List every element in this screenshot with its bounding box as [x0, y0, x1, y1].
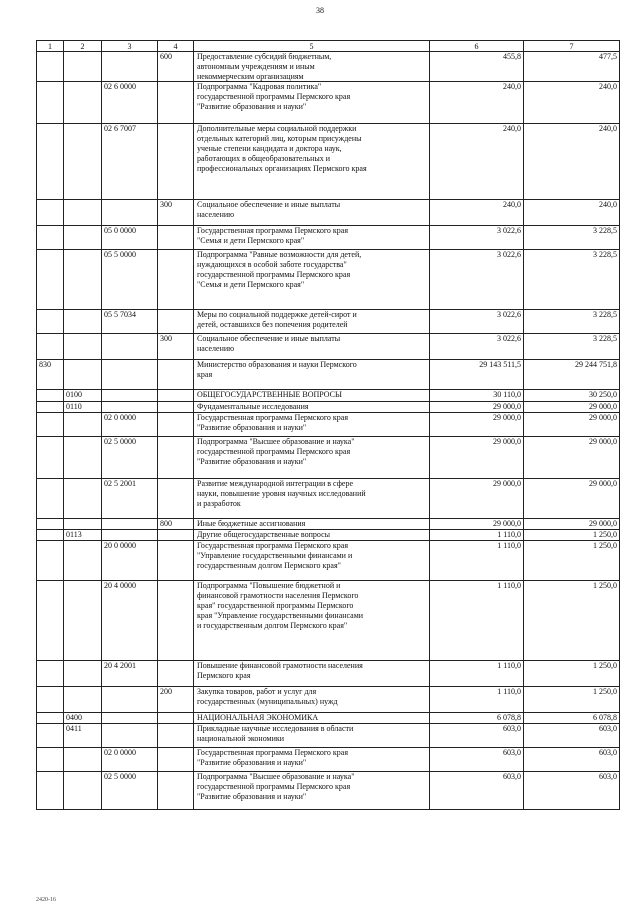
- cell-3: 02 5 0000: [102, 437, 158, 479]
- cell-2: [64, 334, 102, 360]
- cell-2: [64, 748, 102, 772]
- table-row: [36, 390, 620, 402]
- cell-6: 603,0: [430, 772, 524, 810]
- cell-3: 20 0 0000: [102, 541, 158, 581]
- table-row: [36, 437, 620, 479]
- page-number: 38: [316, 6, 324, 15]
- cell-3: 20 4 2001: [102, 661, 158, 687]
- cell-5: Прикладные научные исследования в области национальной экономики: [194, 724, 430, 748]
- cell-4: [158, 310, 194, 334]
- cell-7: 29 000,0: [524, 519, 620, 530]
- cell-5: Министерство образования и науки Пермского края: [194, 360, 430, 390]
- cell-2: 0113: [64, 530, 102, 541]
- cell-3: [102, 713, 158, 724]
- cell-7: 30 250,0: [524, 390, 620, 402]
- header-cell-5: 5: [194, 40, 430, 52]
- cell-5: Закупка товаров, работ и услуг для государственных (муниципальных) нужд: [194, 687, 430, 713]
- cell-6: 455,8: [430, 52, 524, 82]
- cell-2: [64, 519, 102, 530]
- cell-1: [36, 226, 64, 250]
- table-row: [36, 334, 620, 360]
- cell-4: [158, 661, 194, 687]
- cell-4: 600: [158, 52, 194, 82]
- cell-5: Государственная программа Пермского края "Развитие образования и науки": [194, 413, 430, 437]
- table-row: [36, 713, 620, 724]
- cell-6: 3 022,6: [430, 226, 524, 250]
- cell-4: 300: [158, 200, 194, 226]
- cell-1: [36, 530, 64, 541]
- table-row: [36, 479, 620, 519]
- cell-4: [158, 360, 194, 390]
- cell-6: 6 078,8: [430, 713, 524, 724]
- cell-5: Подпрограмма "Высшее образование и наука" государственной программы Пермского края "Развитие образования и науки": [194, 437, 430, 479]
- cell-5: Предоставление субсидий бюджетным, автономным учреждениям и иным некоммерческим организациям: [194, 52, 430, 82]
- cell-1: [36, 748, 64, 772]
- cell-3: 05 0 0000: [102, 226, 158, 250]
- cell-5: Развитие международной интеграции в сфере науки, повышение уровня научных исследований и разработок: [194, 479, 430, 519]
- cell-1: [36, 772, 64, 810]
- cell-6: 240,0: [430, 124, 524, 200]
- cell-1: [36, 310, 64, 334]
- cell-4: [158, 402, 194, 413]
- cell-2: [64, 310, 102, 334]
- cell-3: 02 5 2001: [102, 479, 158, 519]
- table-row: [36, 581, 620, 661]
- cell-3: 02 5 0000: [102, 772, 158, 810]
- cell-7: 6 078,8: [524, 713, 620, 724]
- cell-1: [36, 661, 64, 687]
- cell-3: 05 5 7034: [102, 310, 158, 334]
- cell-3: [102, 687, 158, 713]
- header-cell-7: 7: [524, 40, 620, 52]
- cell-3: [102, 390, 158, 402]
- cell-2: 0110: [64, 402, 102, 413]
- cell-5: Иные бюджетные ассигнования: [194, 519, 430, 530]
- cell-6: 3 022,6: [430, 250, 524, 310]
- cell-5: Подпрограмма "Повышение бюджетной и финансовой грамотности населения Пермского края" государственной программы Пермского края "Управление государственными финансами и государственным долгом Пермского края": [194, 581, 430, 661]
- cell-1: [36, 437, 64, 479]
- table-row: [36, 226, 620, 250]
- cell-6: 1 110,0: [430, 687, 524, 713]
- cell-1: [36, 479, 64, 519]
- cell-4: [158, 390, 194, 402]
- table-row: [36, 530, 620, 541]
- cell-2: 0400: [64, 713, 102, 724]
- cell-3: [102, 402, 158, 413]
- cell-6: 1 110,0: [430, 530, 524, 541]
- cell-4: [158, 530, 194, 541]
- budget-table: [36, 40, 620, 810]
- cell-3: [102, 519, 158, 530]
- cell-2: [64, 52, 102, 82]
- cell-7: 1 250,0: [524, 541, 620, 581]
- cell-6: 29 000,0: [430, 437, 524, 479]
- header-cell-2: 2: [64, 40, 102, 52]
- cell-6: 29 000,0: [430, 413, 524, 437]
- table-row: [36, 310, 620, 334]
- cell-7: 240,0: [524, 200, 620, 226]
- cell-5: Социальное обеспечение и иные выплаты населению: [194, 334, 430, 360]
- table-row: [36, 360, 620, 390]
- table-row: [36, 250, 620, 310]
- cell-1: [36, 541, 64, 581]
- table-row: [36, 519, 620, 530]
- cell-2: [64, 124, 102, 200]
- cell-2: [64, 82, 102, 124]
- table-row: [36, 52, 620, 82]
- cell-4: [158, 748, 194, 772]
- cell-5: Фундаментальные исследования: [194, 402, 430, 413]
- cell-6: 240,0: [430, 82, 524, 124]
- cell-5: Подпрограмма "Кадровая политика" государственной программы Пермского края "Развитие образования и науки": [194, 82, 430, 124]
- cell-7: 29 000,0: [524, 437, 620, 479]
- cell-6: 240,0: [430, 200, 524, 226]
- header-cell-4: 4: [158, 40, 194, 52]
- cell-4: [158, 541, 194, 581]
- cell-4: [158, 724, 194, 748]
- cell-4: [158, 437, 194, 479]
- cell-4: [158, 479, 194, 519]
- cell-6: 29 143 511,5: [430, 360, 524, 390]
- cell-5: Государственная программа Пермского края "Управление государственными финансами и государственным долгом Пермского края": [194, 541, 430, 581]
- table-body: [36, 52, 620, 810]
- cell-1: [36, 52, 64, 82]
- header-cell-6: 6: [430, 40, 524, 52]
- cell-6: 1 110,0: [430, 661, 524, 687]
- table-row: [36, 402, 620, 413]
- cell-7: 1 250,0: [524, 687, 620, 713]
- cell-6: 1 110,0: [430, 541, 524, 581]
- cell-5: НАЦИОНАЛЬНАЯ ЭКОНОМИКА: [194, 713, 430, 724]
- cell-7: 477,5: [524, 52, 620, 82]
- cell-3: 02 6 0000: [102, 82, 158, 124]
- table-row: [36, 772, 620, 810]
- cell-7: 603,0: [524, 724, 620, 748]
- cell-5: Подпрограмма "Равные возможности для детей, нуждающихся в особой заботе государства" государственной программы Пермского края "Семья и дети Пермского края": [194, 250, 430, 310]
- cell-1: [36, 124, 64, 200]
- cell-4: 800: [158, 519, 194, 530]
- cell-5: ОБЩЕГОСУДАРСТВЕННЫЕ ВОПРОСЫ: [194, 390, 430, 402]
- cell-6: 3 022,6: [430, 310, 524, 334]
- cell-2: [64, 250, 102, 310]
- cell-1: [36, 200, 64, 226]
- cell-2: [64, 687, 102, 713]
- cell-6: 29 000,0: [430, 519, 524, 530]
- header-cell-1: 1: [36, 40, 64, 52]
- cell-3: 05 5 0000: [102, 250, 158, 310]
- cell-6: 603,0: [430, 724, 524, 748]
- cell-1: [36, 581, 64, 661]
- cell-2: [64, 226, 102, 250]
- cell-7: 603,0: [524, 748, 620, 772]
- cell-1: [36, 390, 64, 402]
- cell-1: [36, 724, 64, 748]
- cell-1: [36, 687, 64, 713]
- cell-7: 1 250,0: [524, 530, 620, 541]
- cell-3: 20 4 0000: [102, 581, 158, 661]
- table-row: [36, 748, 620, 772]
- cell-7: 29 244 751,8: [524, 360, 620, 390]
- table-row: [36, 124, 620, 200]
- cell-2: [64, 360, 102, 390]
- cell-5: Социальное обеспечение и иные выплаты населению: [194, 200, 430, 226]
- cell-2: [64, 581, 102, 661]
- cell-2: 0411: [64, 724, 102, 748]
- cell-3: [102, 530, 158, 541]
- cell-1: [36, 519, 64, 530]
- cell-1: [36, 250, 64, 310]
- cell-6: 29 000,0: [430, 402, 524, 413]
- table-row: [36, 200, 620, 226]
- cell-4: 200: [158, 687, 194, 713]
- footer-code: 2420-16: [36, 897, 56, 903]
- cell-5: Повышение финансовой грамотности населения Пермского края: [194, 661, 430, 687]
- cell-5: Меры по социальной поддержке детей-сирот и детей, оставшихся без попечения родителей: [194, 310, 430, 334]
- cell-2: [64, 437, 102, 479]
- cell-1: 830: [36, 360, 64, 390]
- header-cell-3: 3: [102, 40, 158, 52]
- table-row: [36, 82, 620, 124]
- cell-1: [36, 82, 64, 124]
- cell-7: 603,0: [524, 772, 620, 810]
- cell-3: [102, 360, 158, 390]
- cell-4: [158, 226, 194, 250]
- cell-7: 3 228,5: [524, 226, 620, 250]
- cell-4: [158, 413, 194, 437]
- table-row: [36, 541, 620, 581]
- cell-3: [102, 200, 158, 226]
- cell-7: 1 250,0: [524, 661, 620, 687]
- cell-2: [64, 772, 102, 810]
- cell-4: [158, 82, 194, 124]
- cell-3: [102, 334, 158, 360]
- cell-6: 3 022,6: [430, 334, 524, 360]
- cell-3: 02 6 7007: [102, 124, 158, 200]
- cell-1: [36, 413, 64, 437]
- cell-6: 30 110,0: [430, 390, 524, 402]
- cell-4: [158, 581, 194, 661]
- cell-7: 3 228,5: [524, 334, 620, 360]
- cell-7: 29 000,0: [524, 402, 620, 413]
- cell-4: [158, 713, 194, 724]
- cell-3: 02 0 0000: [102, 748, 158, 772]
- table-header-row: [36, 40, 620, 52]
- cell-5: Дополнительные меры социальной поддержки отдельных категорий лиц, которым присуждены ученые степени кандидата и доктора наук, работающих в общеобразовательных и профессиональных организациях Пермского края: [194, 124, 430, 200]
- cell-5: Государственная программа Пермского края "Развитие образования и науки": [194, 748, 430, 772]
- cell-1: [36, 334, 64, 360]
- cell-1: [36, 402, 64, 413]
- cell-4: 300: [158, 334, 194, 360]
- cell-5: Подпрограмма "Высшее образование и наука" государственной программы Пермского края "Развитие образования и науки": [194, 772, 430, 810]
- cell-2: [64, 661, 102, 687]
- cell-7: 240,0: [524, 124, 620, 200]
- cell-7: 29 000,0: [524, 479, 620, 519]
- cell-1: [36, 713, 64, 724]
- cell-5: Другие общегосударственные вопросы: [194, 530, 430, 541]
- cell-2: [64, 479, 102, 519]
- cell-3: [102, 52, 158, 82]
- cell-3: [102, 724, 158, 748]
- cell-7: 29 000,0: [524, 413, 620, 437]
- cell-4: [158, 124, 194, 200]
- cell-6: 1 110,0: [430, 581, 524, 661]
- cell-5: Государственная программа Пермского края "Семья и дети Пермского края": [194, 226, 430, 250]
- cell-6: 603,0: [430, 748, 524, 772]
- cell-2: [64, 200, 102, 226]
- cell-7: 240,0: [524, 82, 620, 124]
- cell-2: [64, 413, 102, 437]
- cell-7: 3 228,5: [524, 250, 620, 310]
- table-row: [36, 661, 620, 687]
- cell-2: 0100: [64, 390, 102, 402]
- table-row: [36, 687, 620, 713]
- table-row: [36, 413, 620, 437]
- table-row: [36, 724, 620, 748]
- cell-4: [158, 250, 194, 310]
- cell-4: [158, 772, 194, 810]
- cell-7: 1 250,0: [524, 581, 620, 661]
- cell-7: 3 228,5: [524, 310, 620, 334]
- cell-6: 29 000,0: [430, 479, 524, 519]
- cell-2: [64, 541, 102, 581]
- cell-3: 02 0 0000: [102, 413, 158, 437]
